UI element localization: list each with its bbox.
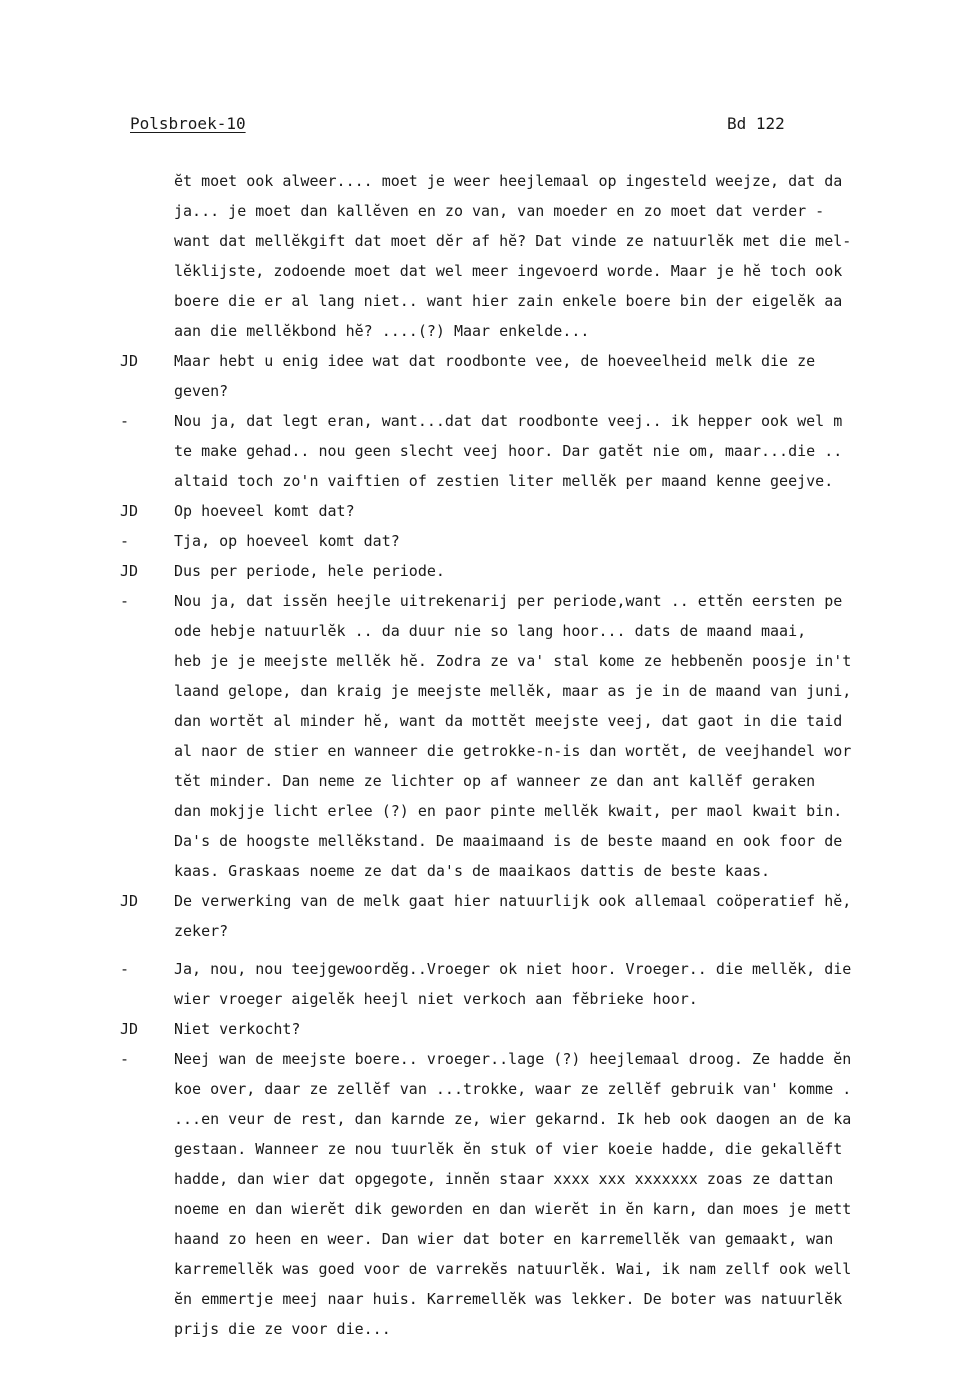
transcript-line <box>0 442 966 466</box>
line-text: Tja, op hoeveel komt dat? <box>174 532 400 550</box>
transcript-line <box>0 1200 966 1224</box>
line-text: wier vroeger aigelĕk heejl niet verkoch aan fĕbrieke hoor. <box>174 990 698 1008</box>
line-text: al naor de stier en wanneer die getrokke-n-is dan wortĕt, de veejhandel wor <box>174 742 852 760</box>
transcript-line <box>0 1320 966 1344</box>
transcript-line <box>0 172 966 196</box>
speaker-label: - <box>120 592 130 610</box>
line-text: geven? <box>174 382 229 400</box>
transcript-line <box>0 412 966 436</box>
transcript-line <box>0 772 966 796</box>
line-text: Op hoeveel komt dat? <box>174 502 355 520</box>
transcript-line <box>0 1080 966 1104</box>
line-text: aan die mellĕkbond hĕ? ....(?) Maar enkelde... <box>174 322 590 340</box>
line-text: koe over, daar ze zellĕf van ...trokke, waar ze zellĕf gebruik van' komme . <box>174 1080 852 1098</box>
line-text: want dat mellĕkgift dat moet dĕr af hĕ? Dat vinde ze natuurlĕk met die mel- <box>174 232 852 250</box>
line-text: hadde, dan wier dat opgegote, innĕn staar xxxx xxx xxxxxxx zoas ze dattan <box>174 1170 834 1188</box>
transcript-line <box>0 862 966 886</box>
line-text: dan mokjje licht erlee (?) en paor pinte mellĕk kwait, per maol kwait bin. <box>174 802 843 820</box>
transcript-line <box>0 352 966 376</box>
page-header-right: Bd 122 <box>727 114 785 133</box>
transcript-line <box>0 382 966 406</box>
line-text: ...en veur de rest, dan karnde ze, wier gekarnd. Ik heb ook daogen an de ka <box>174 1110 852 1128</box>
line-text: Neej wan de meejste boere.. vroeger..lage (?) heejlemaal droog. Ze hadde ĕn <box>174 1050 852 1068</box>
transcript-line <box>0 922 966 946</box>
line-text: altaid toch zo'n vaiftien of zestien liter mellĕk per maand kenne geejve. <box>174 472 834 490</box>
transcript-line <box>0 1140 966 1164</box>
speaker-label: JD <box>120 892 139 910</box>
transcript-line <box>0 712 966 736</box>
line-text: ĕn emmertje meej naar huis. Karremellĕk was lekker. De boter was natuurlĕk <box>174 1290 843 1308</box>
transcript-line <box>0 472 966 496</box>
line-text: heb je je meejste mellĕk hĕ. Zodra ze va' stal kome ze hebbenĕn poosje in't <box>174 652 852 670</box>
transcript-line <box>0 532 966 556</box>
transcript-line <box>0 202 966 226</box>
line-text: Maar hebt u enig idee wat dat roodbonte vee, de hoeveelheid melk die ze <box>174 352 816 370</box>
transcript-line <box>0 292 966 316</box>
transcript-line <box>0 322 966 346</box>
line-text: Nou ja, dat issĕn heejle uitrekenarij per periode,want .. ettĕn eersten pe <box>174 592 843 610</box>
line-text: ĕt moet ook alweer.... moet je weer heejlemaal op ingesteld weejze, dat da <box>174 172 843 190</box>
line-text: dan wortĕt al minder hĕ, want da mottĕt meejste veej, dat gaot in die taid <box>174 712 843 730</box>
line-text: boere die er al lang niet.. want hier zain enkele boere bin der eigelĕk aa <box>174 292 843 310</box>
line-text: te make gehad.. nou geen slecht veej hoor. Dar gatĕt nie om, maar...die .. <box>174 442 843 460</box>
transcript-line <box>0 652 966 676</box>
speaker-label: - <box>120 960 130 978</box>
transcript-line <box>0 892 966 916</box>
transcript-line <box>0 1050 966 1074</box>
line-text: noeme en dan wierĕt dik geworden en dan wierĕt in ĕn karn, dan moes je mett <box>174 1200 852 1218</box>
speaker-label: - <box>120 532 130 550</box>
line-text: kaas. Graskaas noeme ze dat da's de maaikaos dattis de beste kaas. <box>174 862 771 880</box>
transcript-line <box>0 622 966 646</box>
transcript-line <box>0 502 966 526</box>
speaker-label: JD <box>120 352 139 370</box>
line-text: lĕklijste, zodoende moet dat wel meer ingevoerd worde. Maar je hĕ toch ook <box>174 262 843 280</box>
line-text: zeker? <box>174 922 229 940</box>
transcript-line <box>0 262 966 286</box>
transcript-line <box>0 1110 966 1134</box>
line-text: Ja, nou, nou teejgewoordĕg..Vroeger ok niet hoor. Vroeger.. die mellĕk, die <box>174 960 852 978</box>
transcript-line <box>0 832 966 856</box>
transcript-line <box>0 232 966 256</box>
transcript-line <box>0 1290 966 1314</box>
line-text: prijs die ze voor die... <box>174 1320 391 1338</box>
transcript-line <box>0 592 966 616</box>
page-header-left: Polsbroek-10 <box>130 114 246 133</box>
speaker-label: JD <box>120 502 139 520</box>
transcript-line <box>0 1260 966 1284</box>
line-text: ja... je moet dan kallĕven en zo van, van moeder en zo moet dat verder - <box>174 202 825 220</box>
speaker-label: JD <box>120 1020 139 1038</box>
line-text: tĕt minder. Dan neme ze lichter op af wanneer ze dan ant kallĕf geraken <box>174 772 816 790</box>
transcript-line <box>0 802 966 826</box>
line-text: gestaan. Wanneer ze nou tuurlĕk ĕn stuk of vier koeie hadde, die gekallĕft <box>174 1140 843 1158</box>
transcript-line <box>0 1230 966 1254</box>
transcript-line <box>0 742 966 766</box>
line-text: Dus per periode, hele periode. <box>174 562 445 580</box>
transcript-line <box>0 960 966 984</box>
speaker-label: - <box>120 1050 130 1068</box>
line-text: ode hebje natuurlĕk .. da duur nie so lang hoor... dats de maand maai, <box>174 622 807 640</box>
line-text: Niet verkocht? <box>174 1020 301 1038</box>
line-text: Da's de hoogste mellĕkstand. De maaimaand is de beste maand en ook foor de <box>174 832 843 850</box>
transcript-line <box>0 1170 966 1194</box>
transcript-line <box>0 990 966 1014</box>
transcript-line <box>0 682 966 706</box>
speaker-label: - <box>120 412 130 430</box>
speaker-label: JD <box>120 562 139 580</box>
transcript-line <box>0 562 966 586</box>
line-text: De verwerking van de melk gaat hier natuurlijk ook allemaal coöperatief hĕ, <box>174 892 852 910</box>
line-text: karremellĕk was goed voor de varrekĕs natuurlĕk. Wai, ik nam zellf ook well <box>174 1260 852 1278</box>
line-text: laand gelope, dan kraig je meejste mellĕk, maar as je in de maand van juni, <box>174 682 852 700</box>
line-text: haand zo heen en weer. Dan wier dat boter en karremellĕk van gemaakt, wan <box>174 1230 834 1248</box>
transcript-line <box>0 1020 966 1044</box>
line-text: Nou ja, dat legt eran, want...dat dat roodbonte veej.. ik hepper ook wel m <box>174 412 843 430</box>
